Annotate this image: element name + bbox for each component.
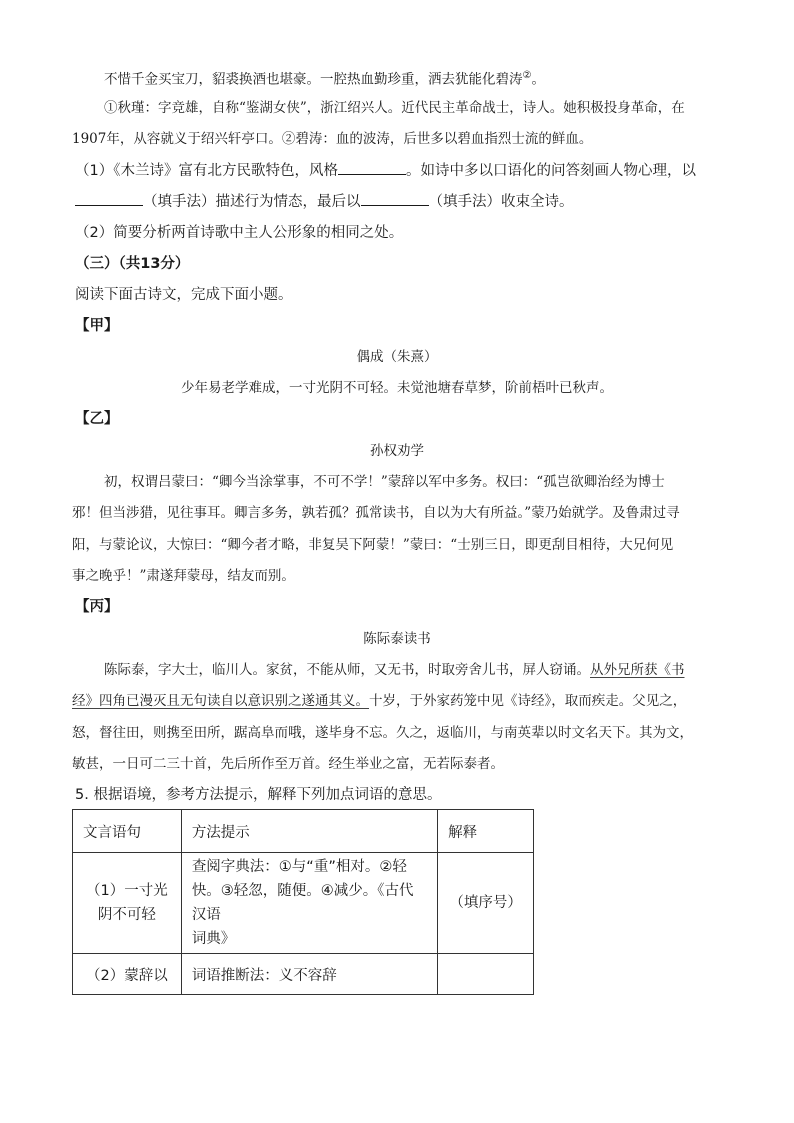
- bing-underlined-sentence-end: 经》四角已漫灭且无句读自以意识别之遂通其义。: [72, 693, 369, 709]
- row1-answer-cell[interactable]: （填序号）: [438, 853, 534, 954]
- question-1-line-1: [75, 160, 696, 181]
- jia-title: 偶成（朱熹）: [356, 349, 438, 365]
- row1-sentence-line-2: 阴不可轻: [97, 907, 156, 923]
- q1-part-a: （1）《木兰诗》富有北方民歌特色，风格: [75, 163, 338, 179]
- header-answer: 解释: [438, 810, 534, 853]
- yi-line-2: 邪！但当涉猎，见往事耳。卿言多务，孰若孤？孤常读书，自以为大有所益。”蒙乃始就学。及鲁肃过寻: [72, 505, 680, 521]
- question-5-table: [72, 809, 534, 995]
- header-sentence: 文言语句: [73, 810, 182, 853]
- label-yi: 【乙】: [75, 411, 119, 427]
- bing-line-1-text: 陈际泰，字大士，临川人。家贫，不能从师，又无书，时取旁舍儿书，屏人窃诵。: [104, 662, 590, 678]
- q1-part-c: （填手法）描述行为情态，最后以: [143, 194, 361, 210]
- bing-line-2: [72, 691, 686, 711]
- q1-blank-style[interactable]: [338, 160, 406, 175]
- label-bing: 【丙】: [75, 599, 119, 615]
- yi-line-3: 阳，与蒙论议，大惊曰：“卿今者才略，非复吴下阿蒙！”蒙曰：“士别三日，即更刮目相待，大兄何见: [72, 537, 674, 553]
- q1-blank-technique-2[interactable]: [361, 191, 429, 206]
- row2-answer-cell[interactable]: [438, 954, 534, 995]
- section-3-heading: （三）（共13分）: [75, 256, 190, 272]
- row1-sentence: [73, 853, 182, 954]
- jia-text: 少年易老学难成，一寸光阴不可轻。未觉池塘春草梦，阶前梧叶已秋声。: [181, 380, 613, 396]
- note-line-1: ①秋瑾：字竞雄，自称“鉴湖女侠”，浙江绍兴人。近代民主革命战士，诗人。她积极投身革命，在: [104, 100, 685, 116]
- q1-blank-technique-1[interactable]: [75, 191, 143, 206]
- q1-part-b: 。如诗中多以口语化的问答刻画人物心理，以: [405, 163, 696, 179]
- question-5-prompt: 5. 根据语境，参考方法提示，解释下列加点词语的意思。: [75, 787, 442, 803]
- bing-line-4: 敏甚，一日可二三十首，先后所作至万首。经生举业之富，无若际泰者。: [72, 756, 504, 772]
- poem-tail-line: 不惜千金买宝刀，貂裘换酒也堪豪。一腔热血勤珍重，洒去犹能化碧涛②。: [104, 70, 545, 88]
- yi-line-4: 事之晚乎！”肃遂拜蒙母，结友而别。: [72, 568, 295, 584]
- question-1-line-2: [75, 191, 574, 212]
- poem-tail-text: 不惜千金买宝刀，貂裘换酒也堪豪。一腔热血勤珍重，洒去犹能化碧涛: [104, 71, 523, 88]
- note-line-2: 1907年，从容就义于绍兴轩亭口。②碧涛：血的波涛，后世多以碧血指烈士流的鲜血。: [72, 131, 593, 147]
- row1-hint: [181, 853, 437, 954]
- row1-hint-line-2: 快。③轻忽，随便。④减少。《古代汉语: [191, 883, 414, 923]
- bing-underlined-sentence-start: 从外兄所获《书: [590, 662, 685, 678]
- table-header-row: [73, 810, 534, 853]
- bing-line-2-text: 十岁，于外家药笼中见《诗经》，取而疾走。父见之，: [369, 693, 687, 709]
- table-row: [73, 954, 534, 995]
- row1-hint-line-3: 词典》: [191, 931, 236, 947]
- yi-line-1: 初，权谓吕蒙曰：“卿今当涂掌事，不可不学！”蒙辞以军中多务。权曰：“孤岂欲卿治经为博士: [104, 474, 665, 490]
- row1-hint-line-1: 查阅字典法：①与“重”相对。②轻: [191, 859, 407, 875]
- row2-hint: 词语推断法：义不容辞: [181, 954, 437, 995]
- yi-title: 孙权劝学: [370, 443, 424, 459]
- bing-line-3: 怒，督往田，则携至田所，踞高阜而哦，遂毕身不忘。久之，返临川，与南英辈以时文名天下。其为文，: [72, 725, 693, 741]
- bing-line-1: [104, 660, 685, 680]
- section-3-intro: 阅读下面古诗文，完成下面小题。: [75, 287, 293, 303]
- label-jia: 【甲】: [75, 318, 119, 334]
- q1-part-d: （填手法）收束全诗。: [428, 194, 574, 210]
- table-row: [73, 853, 534, 954]
- question-2: （2）简要分析两首诗歌中主人公形象的相同之处。: [75, 225, 404, 241]
- bing-title: 陈际泰读书: [363, 631, 431, 647]
- footnote-mark: ②: [522, 70, 532, 81]
- header-hint: 方法提示: [181, 810, 437, 853]
- row1-sentence-line-1: （1）一寸光: [86, 883, 168, 899]
- row2-sentence: （2）蒙辞以: [73, 954, 182, 995]
